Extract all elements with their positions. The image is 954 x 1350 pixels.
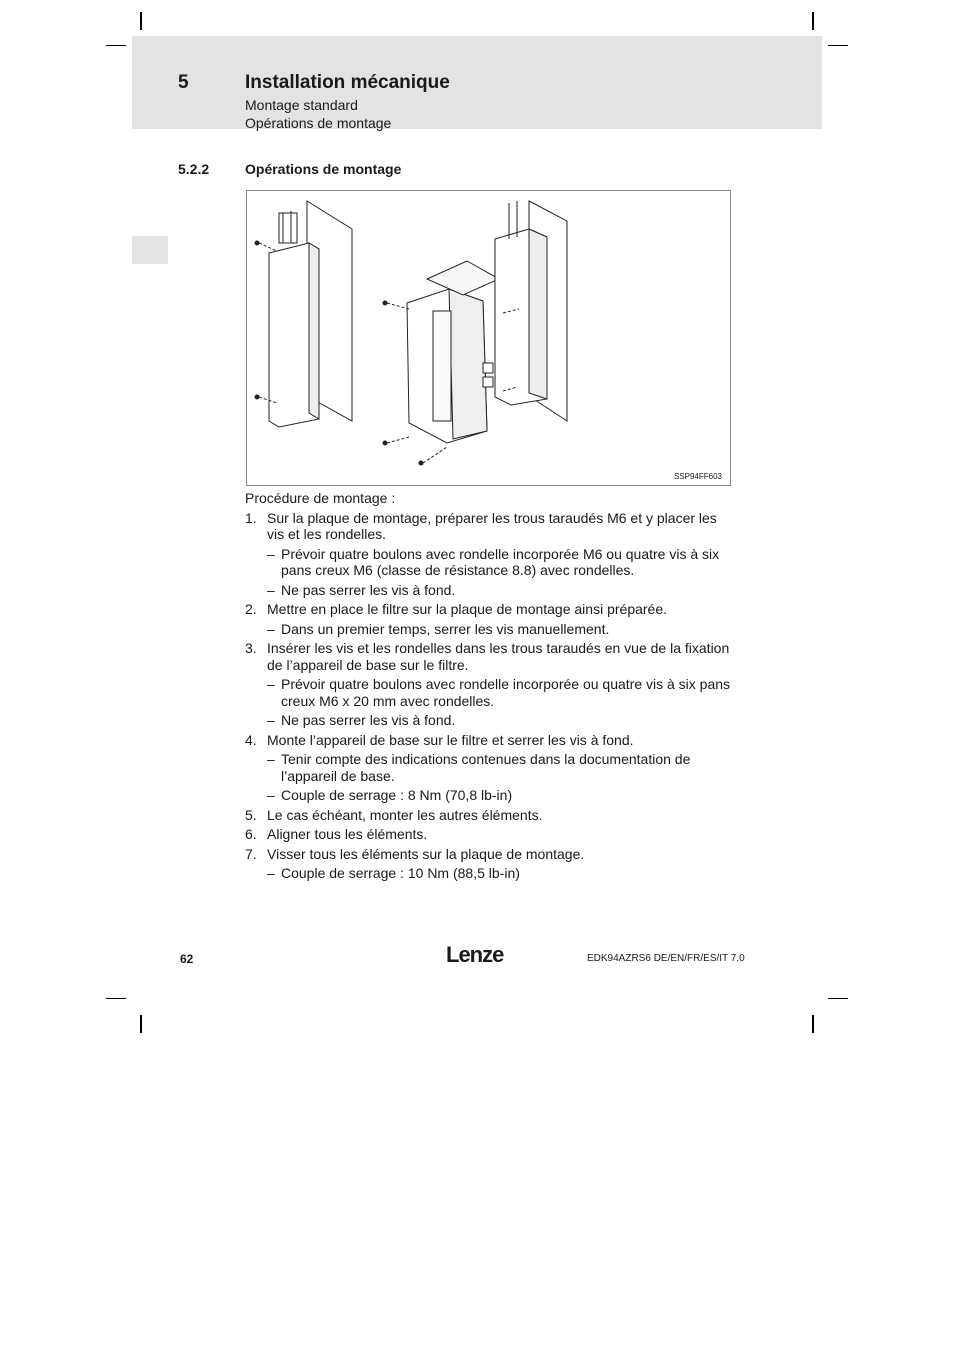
document-code: EDK94AZRS6 DE/EN/FR/ES/IT 7.0 bbox=[587, 953, 745, 964]
crop-mark bbox=[140, 1015, 142, 1033]
step-number: 7. bbox=[245, 845, 257, 862]
dash-bullet-icon: – bbox=[267, 676, 275, 692]
figure-code: SSP94FF603 bbox=[673, 472, 722, 481]
dash-bullet-icon: – bbox=[267, 620, 275, 637]
crop-mark bbox=[140, 12, 142, 30]
dash-bullet-icon: – bbox=[267, 787, 275, 803]
chapter-number: 5 bbox=[178, 72, 189, 93]
step-text: Visser tous les éléments sur la plaque de montage. bbox=[267, 845, 585, 862]
sub-text: Prévoir quatre boulons avec rondelle incorporée M6 ou quatre vis à six pans creux M6 (classe de résistance 8.8) avec rondelles. bbox=[281, 545, 720, 578]
dash-bullet-icon: – bbox=[267, 581, 275, 598]
sub-text: Couple de serrage : 10 Nm (88,5 lb-in) bbox=[281, 865, 520, 881]
step-text: Monte l’appareil de base sur le filtre et serrer les vis à fond. bbox=[267, 731, 634, 748]
sub-item bbox=[245, 546, 735, 579]
procedure bbox=[245, 490, 735, 885]
list-item bbox=[245, 807, 735, 824]
dash-bullet-icon: – bbox=[267, 712, 275, 728]
sub-item bbox=[245, 621, 735, 638]
crop-mark bbox=[828, 45, 848, 46]
mounting-illustration bbox=[247, 191, 732, 487]
sub-item bbox=[245, 712, 735, 729]
sub-text: Couple de serrage : 8 Nm (70,8 lb-in) bbox=[281, 787, 513, 803]
heatsink bbox=[427, 261, 499, 295]
sub-item bbox=[245, 751, 735, 784]
dash-bullet-icon: – bbox=[267, 751, 275, 767]
header-subtitle: Montage standard bbox=[245, 97, 358, 113]
section-number: 5.2.2 bbox=[178, 161, 210, 177]
step-number: 5. bbox=[245, 806, 257, 823]
step-number: 4. bbox=[245, 731, 257, 748]
page-number: 62 bbox=[180, 952, 194, 966]
step-number: 3. bbox=[245, 640, 257, 656]
sub-text: Ne pas serrer les vis à fond. bbox=[281, 712, 456, 728]
section-title: Opérations de montage bbox=[245, 161, 402, 177]
crop-mark bbox=[812, 12, 814, 30]
step-text: Insérer les vis et les rondelles dans les trous taraudés en vue de la fixation de l’appareil de base sur le filtre. bbox=[267, 640, 730, 673]
list-item bbox=[245, 601, 735, 618]
sub-text: Ne pas serrer les vis à fond. bbox=[281, 581, 456, 598]
chapter-title: Installation mécanique bbox=[245, 72, 450, 93]
sub-text: Prévoir quatre boulons avec rondelle incorporée ou quatre vis à six pans creux M6 x 20 mm avec rondelles. bbox=[281, 676, 731, 709]
header-subtitle: Opérations de montage bbox=[245, 115, 392, 131]
sub-item bbox=[245, 582, 735, 599]
crop-mark bbox=[812, 1015, 814, 1033]
step-number: 6. bbox=[245, 826, 257, 842]
sub-item bbox=[245, 787, 735, 804]
dash-bullet-icon: – bbox=[267, 865, 275, 881]
chapter-side-tab bbox=[132, 236, 168, 264]
crop-mark bbox=[106, 45, 126, 46]
list-item bbox=[245, 846, 735, 863]
step-number: 2. bbox=[245, 601, 257, 617]
crop-mark bbox=[828, 998, 848, 999]
sub-item bbox=[245, 676, 735, 709]
header-band bbox=[132, 36, 822, 129]
step-text: Sur la plaque de montage, préparer les trous taraudés M6 et y placer les vis et les rondelles. bbox=[267, 509, 717, 542]
crop-mark bbox=[106, 998, 126, 999]
step-number: 1. bbox=[245, 509, 257, 526]
list-item bbox=[245, 640, 735, 673]
list-item bbox=[245, 510, 735, 543]
sub-text: Tenir compte des indications contenues dans la documentation de l’appareil de base. bbox=[281, 751, 691, 784]
lenze-logo: Lenze bbox=[446, 942, 504, 967]
sub-item bbox=[245, 865, 735, 882]
list-item bbox=[245, 826, 735, 843]
sub-text: Dans un premier temps, serrer les vis manuellement. bbox=[281, 620, 610, 637]
dash-bullet-icon: – bbox=[267, 545, 275, 562]
step-text: Aligner tous les éléments. bbox=[267, 826, 428, 842]
procedure-intro: Procédure de montage : bbox=[245, 490, 396, 506]
step-text: Le cas échéant, monter les autres éléments. bbox=[267, 806, 543, 823]
list-item bbox=[245, 732, 735, 749]
mounting-figure bbox=[246, 190, 731, 486]
step-text: Mettre en place le filtre sur la plaque de montage ainsi préparée. bbox=[267, 601, 668, 617]
